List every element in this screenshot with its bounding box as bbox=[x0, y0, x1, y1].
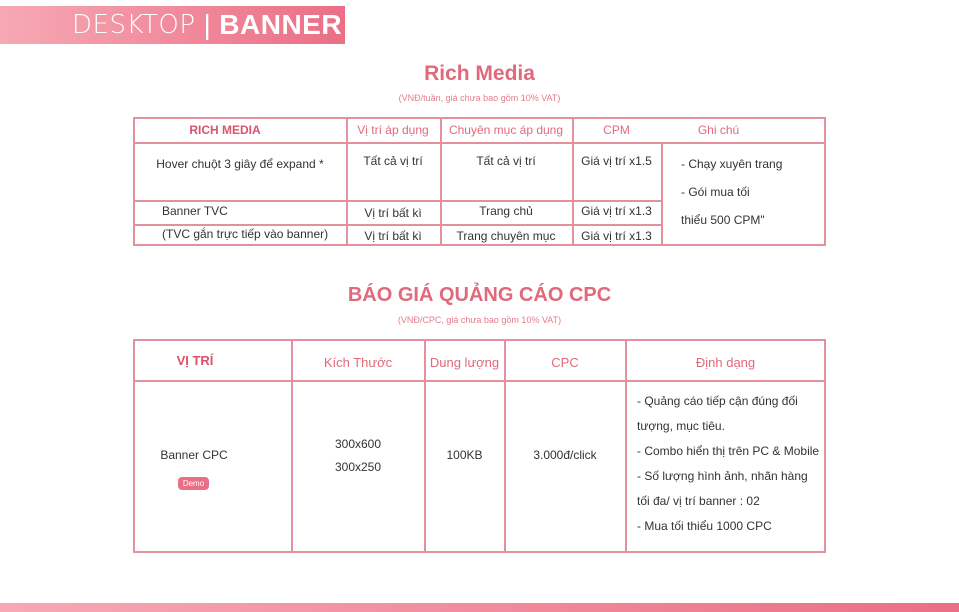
cpc-format-note: tượng, mục tiêu. bbox=[637, 419, 725, 433]
cpc-row-capacity: 100KB bbox=[446, 448, 483, 462]
rich-media-row-format: Banner TVC bbox=[162, 204, 228, 218]
cpc-subtitle: (VNĐ/CPC, giá chưa bao gồm 10% VAT) bbox=[397, 315, 562, 325]
cpc-format-note: - Quảng cáo tiếp cận đúng đối bbox=[637, 394, 798, 408]
rich-media-notes bbox=[681, 150, 782, 234]
rich-media-col-divider bbox=[661, 142, 663, 246]
rich-media-row-category: Tất cả vị trí bbox=[476, 154, 536, 168]
cpc-header-format: Định dạng bbox=[695, 354, 756, 370]
rich-media-row-category: Trang chủ bbox=[479, 204, 533, 218]
rich-media-row-cpm: Giá vị trí x1.5 bbox=[581, 154, 652, 168]
demo-badge[interactable]: Demo bbox=[178, 477, 209, 490]
rich-media-row-format: Hover chuột 3 giây để expand * bbox=[156, 157, 324, 171]
rich-media-subtitle: (VNĐ/tuần, giá chưa bao gồm 10% VAT) bbox=[398, 93, 561, 103]
cpc-row-cpc: 3.000đ/click bbox=[533, 448, 597, 462]
cpc-title: BÁO GIÁ QUẢNG CÁO CPC bbox=[347, 284, 612, 306]
rich-media-header-notes: Ghi chú bbox=[697, 123, 740, 137]
rich-media-row-position: Tất cả vị trí bbox=[363, 154, 423, 168]
cpc-row-size: 300x250 bbox=[334, 460, 382, 474]
cpc-header-size: Kích Thước bbox=[323, 354, 393, 370]
header-title-left: DESKTOP bbox=[72, 10, 196, 40]
cpc-header-position: VỊ TRÍ bbox=[176, 353, 214, 368]
rich-media-note: - Chạy xuyên trang bbox=[681, 157, 783, 171]
cpc-row-position: Banner CPC bbox=[160, 448, 228, 462]
rich-media-row-format: (TVC gắn trực tiếp vào banner) bbox=[162, 227, 329, 241]
rich-media-note: - Gói mua tối bbox=[681, 185, 750, 199]
rich-media-note: thiểu 500 CPM" bbox=[681, 213, 765, 227]
header-title-right: BANNER bbox=[219, 9, 343, 40]
cpc-format-note: - Số lượng hình ảnh, nhãn hàng bbox=[637, 469, 808, 483]
cpc-format-notes bbox=[637, 389, 819, 539]
rich-media-header-position: Vị trí áp dụng bbox=[357, 123, 429, 137]
header-separator: | bbox=[203, 9, 212, 40]
rich-media-header-category: Chuyên mục áp dụng bbox=[448, 123, 564, 137]
header-banner bbox=[0, 6, 345, 44]
cpc-row-size: 300x600 bbox=[334, 437, 382, 451]
rich-media-header-cpm: CPM bbox=[603, 123, 630, 137]
rich-media-header-divider bbox=[133, 142, 826, 144]
rich-media-row-position: Vị trí bất kì bbox=[364, 229, 422, 243]
bottom-bar bbox=[0, 603, 959, 612]
rich-media-header-format: RICH MEDIA bbox=[189, 123, 261, 137]
cpc-header-cpc: CPC bbox=[551, 354, 579, 370]
cpc-format-note: - Combo hiển thị trên PC & Mobile bbox=[637, 444, 820, 458]
rich-media-row-category: Trang chuyên mục bbox=[456, 229, 556, 243]
cpc-header-capacity: Dung lượng bbox=[429, 354, 500, 370]
rich-media-title: Rich Media bbox=[424, 62, 535, 85]
rich-media-row-cpm: Giá vị trí x1.3 bbox=[581, 204, 652, 218]
cpc-format-note: tối đa/ vị trí banner : 02 bbox=[637, 494, 760, 508]
rich-media-row-cpm: Giá vị trí x1.3 bbox=[581, 229, 652, 243]
rich-media-row-position: Vị trí bất kì bbox=[364, 205, 422, 220]
cpc-format-note: - Mua tối thiểu 1000 CPC bbox=[637, 519, 772, 533]
